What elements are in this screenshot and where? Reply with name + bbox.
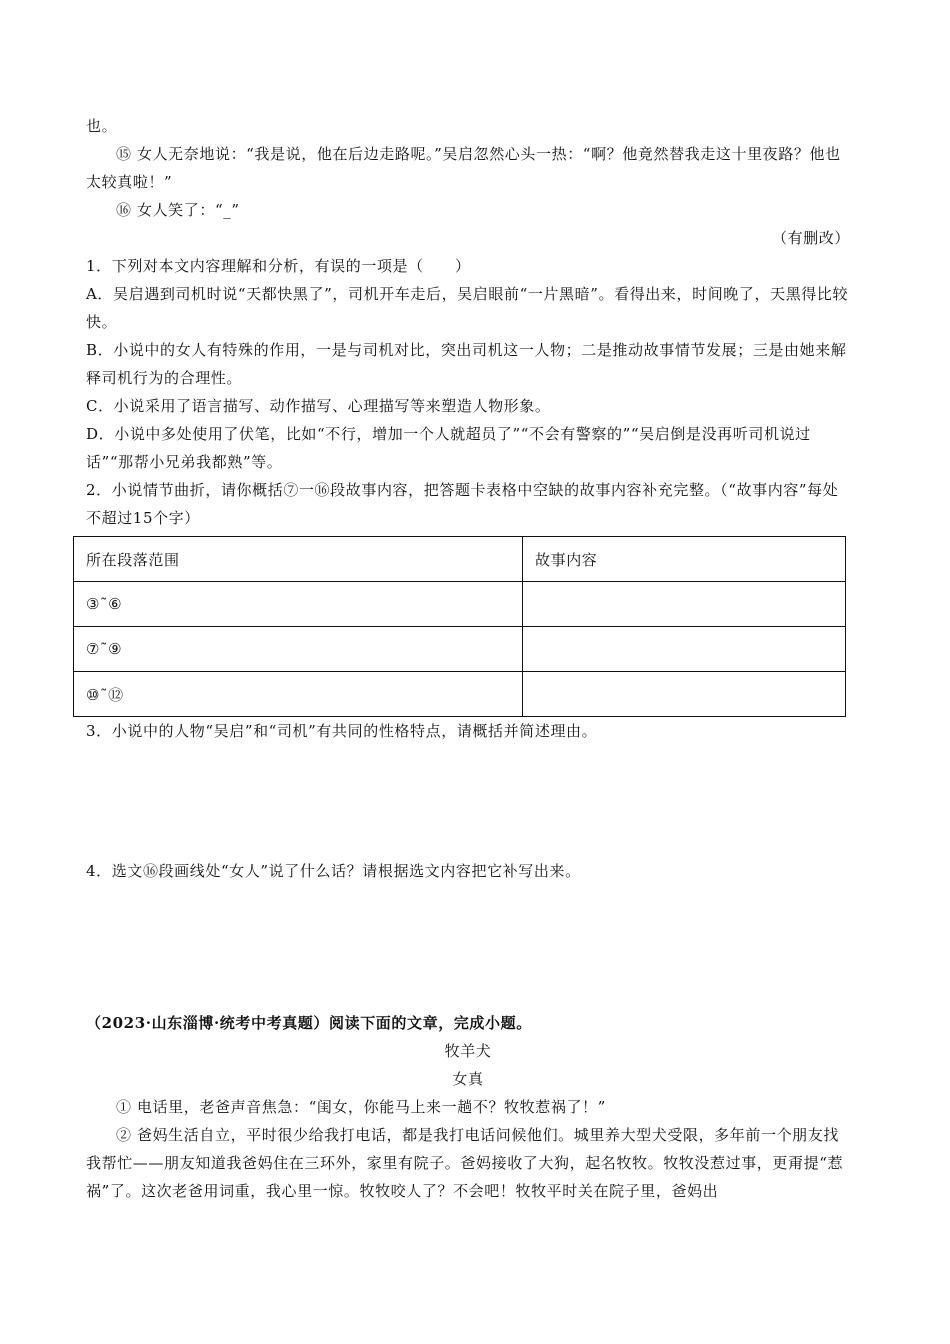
- table-cell-answer: [523, 627, 846, 672]
- paragraph-1: ① 电话里，老爸声音焦急：“闺女，你能马上来一趟不？牧牧惹祸了！”: [116, 1098, 606, 1116]
- table-cell-range: ⑩˜⑫: [74, 672, 523, 717]
- table-header-row: [74, 537, 846, 582]
- table-row: [74, 582, 846, 627]
- edit-note: （有删改）: [771, 229, 850, 247]
- table-header-range: 所在段落范围: [74, 537, 523, 582]
- table-cell-answer: [523, 672, 846, 717]
- table-cell-answer: [523, 582, 846, 627]
- table-cell-range: ③˜⑥: [74, 582, 523, 627]
- paragraph-15: ⑮ 女人无奈地说：“我是说，他在后边走路呢。”吴启忽然心头一热：“啊？他竟然替我走这十里夜路？他也太较真啦！”: [86, 145, 841, 191]
- answer-space: [86, 745, 850, 857]
- table-row: [74, 627, 846, 672]
- question-1-option-a: A．吴启遇到司机时说“天都快黑了”，司机开车走后，吴启眼前“一片黑暗”。看得出来，时间晚了，天黑得比较快。: [86, 285, 849, 331]
- story-table: [73, 536, 846, 717]
- document-page: [86, 112, 850, 1205]
- answer-space: [86, 885, 850, 1009]
- question-1-option-d: D．小说中多处使用了伏笔，比如“不行，增加一个人就超员了”“不会有警察的”“吴启倒是没再听司机说过话”“那帮小兄弟我都熟”等。: [86, 425, 811, 471]
- table-row: [74, 672, 846, 717]
- passage-author: 女真: [452, 1070, 484, 1088]
- question-1-stem: 1．下列对本文内容理解和分析，有误的一项是（ ）: [86, 257, 471, 275]
- table-cell-range: ⑦˜⑨: [74, 627, 523, 672]
- passage-line: 也。: [86, 117, 118, 135]
- passage-title: 牧羊犬: [444, 1042, 492, 1060]
- question-1-option-c: C．小说采用了语言描写、动作描写、心理描写等来塑造人物形象。: [86, 397, 551, 415]
- question-3: 3．小说中的人物“吴启”和“司机”有共同的性格特点，请概括并简述理由。: [86, 722, 598, 740]
- table-header-content: 故事内容: [523, 537, 846, 582]
- paragraph-16: ⑯ 女人笑了：“_”: [116, 201, 240, 219]
- question-4: 4．选文⑯段画线处“女人”说了什么话？请根据选文内容把它补写出来。: [86, 862, 581, 880]
- question-1-option-b: B．小说中的女人有特殊的作用，一是与司机对比，突出司机这一人物；二是推动故事情节发展；三是由她来解释司机行为的合理性。: [86, 341, 847, 387]
- passage-source: （2023·山东淄博·统考中考真题）阅读下面的文章，完成小题。: [86, 1014, 532, 1032]
- question-2-stem: 2．小说情节曲折，请你概括⑦一⑯段故事内容，把答题卡表格中空缺的故事内容补充完整。（“故事内容”每处不超过15个字）: [86, 481, 839, 527]
- paragraph-2: ② 爸妈生活自立，平时很少给我打电话，都是我打电话问候他们。城里养大型犬受限，多年前一个朋友找我帮忙——朋友知道我爸妈住在三环外，家里有院子。爸妈接收了大狗，起名牧牧。牧牧没惹过事，更甭提“惹祸”了。这次老爸用词重，我心里一惊。牧牧咬人了？不会吧！牧牧平时关在院子里，爸妈出: [86, 1126, 844, 1200]
